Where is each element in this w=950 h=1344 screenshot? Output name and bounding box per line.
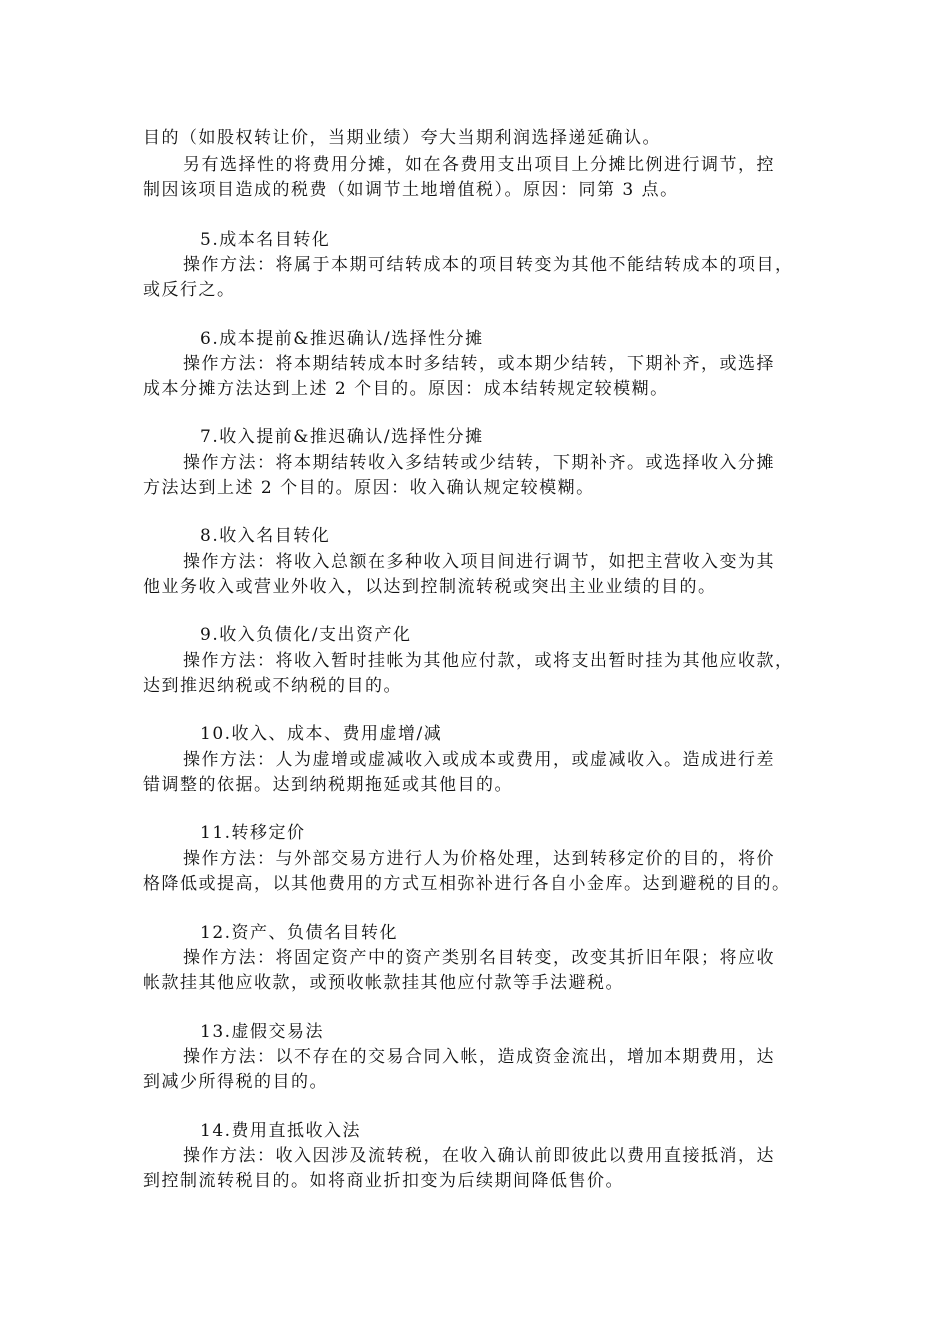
section-line: 操作方法：将本期结转成本时多结转，或本期少结转，下期补齐，或选择 [183,354,775,374]
section-line: 达到推迟纳税或不纳税的目的。 [143,676,402,696]
intro-line-1: 目的（如股权转让价，当期业绩）夸大当期利润选择递延确认。 [143,128,661,148]
section-line: 或反行之。 [143,280,236,300]
section-line: 操作方法：与外部交易方进行人为价格处理，达到转移定价的目的，将价 [183,849,775,869]
section-line: 操作方法：将固定资产中的资产类别名目转变，改变其折旧年限；将应收 [183,948,775,968]
section-line: 操作方法：将属于本期可结转成本的项目转变为其他不能结转成本的项目， [183,255,794,275]
section-line: 操作方法：人为虚增或虚减收入或成本或费用，或虚减收入。造成进行差 [183,750,775,770]
section-line: 到减少所得税的目的。 [143,1072,328,1092]
intro-line-2: 另有选择性的将费用分摊，如在各费用支出项目上分摊比例进行调节，控 [183,155,775,175]
section-heading: 10.收入、成本、费用虚增/减 [200,724,443,744]
section-heading: 9.收入负债化/支出资产化 [200,625,412,645]
section-heading: 5.成本名目转化 [200,230,331,250]
section-line: 操作方法：将收入总额在多种收入项目间进行调节，如把主营收入变为其 [183,552,775,572]
section-heading: 12.资产、负债名目转化 [200,923,399,943]
section-line: 操作方法：以不存在的交易合同入帐，造成资金流出，增加本期费用，达 [183,1047,775,1067]
section-line: 方法达到上述 2 个目的。原因：收入确认规定较模糊。 [143,478,595,498]
section-heading: 11.转移定价 [200,823,306,843]
section-line: 成本分摊方法达到上述 2 个目的。原因：成本结转规定较模糊。 [143,379,669,399]
section-line: 操作方法：将本期结转收入多结转或少结转，下期补齐。或选择收入分摊 [183,453,775,473]
section-line: 帐款挂其他应收款，或预收帐款挂其他应付款等手法避税。 [143,973,624,993]
section-line: 错调整的依据。达到纳税期拖延或其他目的。 [143,775,513,795]
section-heading: 8.收入名目转化 [200,526,331,546]
section-line: 操作方法：收入因涉及流转税，在收入确认前即彼此以费用直接抵消，达 [183,1146,775,1166]
section-line: 他业务收入或营业外收入，以达到控制流转税或突出主业业绩的目的。 [143,577,717,597]
section-heading: 13.虚假交易法 [200,1022,325,1042]
section-heading: 6.成本提前&推迟确认/选择性分摊 [200,329,484,349]
section-line: 到控制流转税目的。如将商业折扣变为后续期间降低售价。 [143,1171,624,1191]
section-heading: 7.收入提前&推迟确认/选择性分摊 [200,427,484,447]
section-line: 操作方法：将收入暂时挂帐为其他应付款，或将支出暂时挂为其他应收款， [183,651,794,671]
intro-line-3: 制因该项目造成的税费（如调节土地增值税）。原因：同第 3 点。 [143,180,679,200]
section-heading: 14.费用直抵收入法 [200,1121,362,1141]
section-line: 格降低或提高，以其他费用的方式互相弥补进行各自小金库。达到避税的目的。 [143,874,791,894]
